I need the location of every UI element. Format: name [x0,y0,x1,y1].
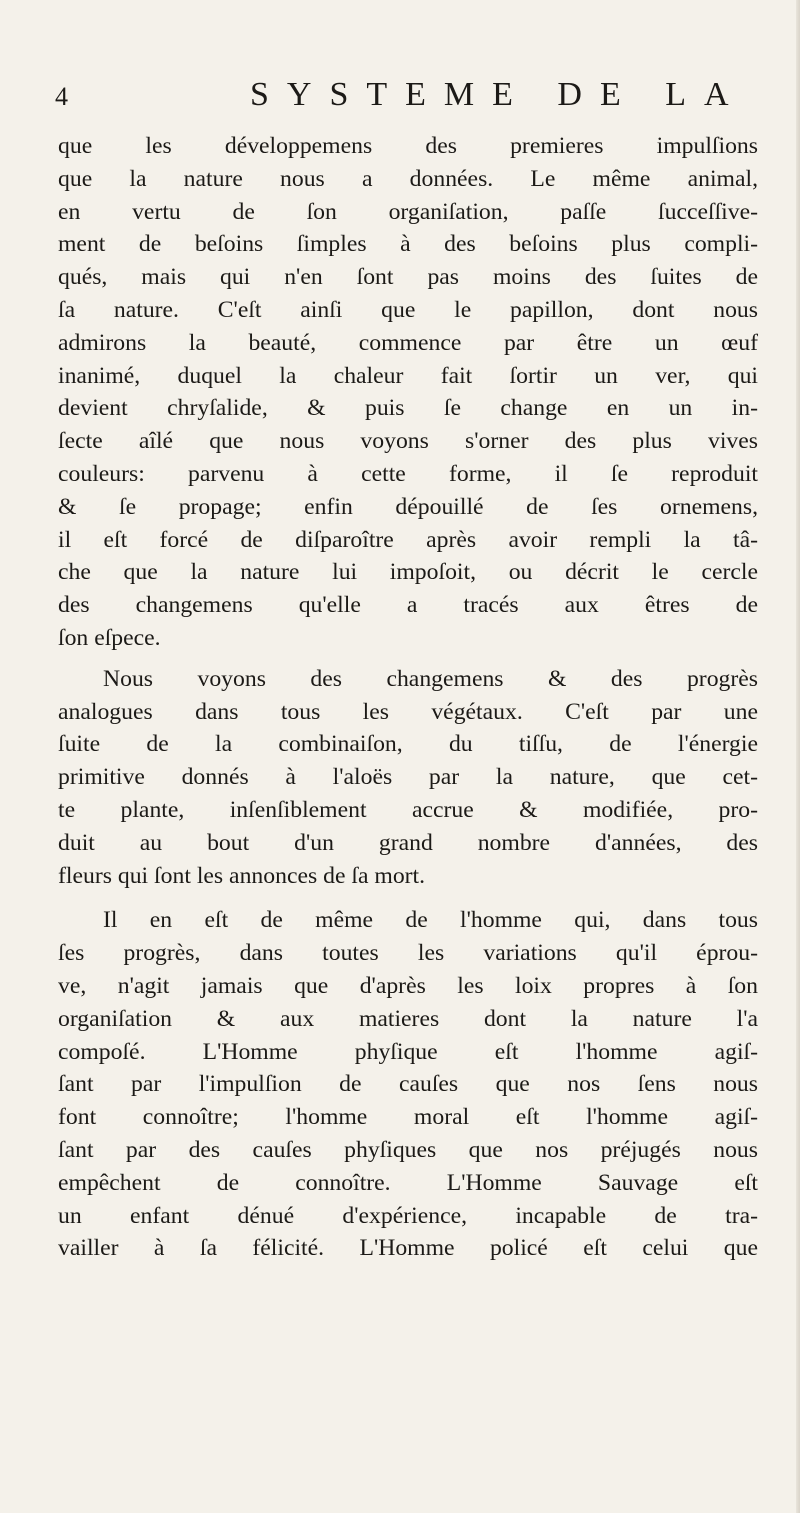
text-line: analogues dans tous les végétaux. C'eſt par une [58,698,758,725]
text-line: ſa nature. C'eſt ainſi que le papillon, dont nous [58,296,758,323]
text-line: qués, mais qui n'en ſont pas moins des ſuites de [58,264,758,291]
paragraph-gap [58,655,758,663]
paragraph-2 [58,663,758,893]
running-title: SYSTEME DE LA [250,76,747,113]
text-line: ſecte aîlé que nous voyons s'orner des plus vives [58,428,758,455]
text-line: ment de beſoins ſimples à des beſoins plus compli- [58,231,758,258]
text-line: te plante, inſenſiblement accrue & modifiée, pro- [58,796,758,823]
text-line: & ſe propage; enfin dépouillé de ſes ornemens, [58,493,758,520]
text-line: Nous voyons des changemens & des progrès [103,665,758,692]
paragraph-gap [58,892,758,904]
text-line: que les développemens des premieres impulſions [58,133,758,159]
text-line: empêchent de connoître. L'Homme Sauvage eſt [58,1169,758,1196]
text-line: ſant par l'impulſion de cauſes que nos ſens nous [58,1071,758,1098]
page-number: 4 [55,82,68,111]
text-line: ſes progrès, dans toutes les variations qu'il éprou- [58,940,758,967]
text-line: fleurs qui ſont les annonces de ſa mort. [58,862,426,889]
text-line: couleurs: parvenu à cette forme, il ſe reproduit [58,460,758,487]
text-line: admirons la beauté, commence par être un œuf [58,329,758,356]
text-line: Il en eſt de même de l'homme qui, dans tous [103,907,758,934]
text-line: il eſt forcé de diſparoître après avoir rempli la tâ- [58,526,758,553]
paragraph-1 [58,130,758,655]
text-line: ſuite de la combinaiſon, du tiſſu, de l'énergie [58,731,758,758]
text-line: des changemens qu'elle a tracés aux êtres de [58,592,758,619]
text-line: organiſation & aux matieres dont la nature l'a [58,1005,758,1032]
text-line: devient chryſalide, & puis ſe change en un in- [58,395,758,422]
text-line: inanimé, duquel la chaleur fait ſortir un ver, qui [58,362,758,389]
text-line: compoſé. L'Homme phyſique eſt l'homme agiſ- [58,1038,758,1065]
text-line: duit au bout d'un grand nombre d'années, des [58,829,758,856]
text-line: en vertu de ſon organiſation, paſſe ſucceſſive- [58,198,758,225]
text-line: font connoître; l'homme moral eſt l'homme agiſ- [58,1104,758,1131]
text-line: que la nature nous a données. Le même animal, [58,165,758,192]
page-edge [796,0,800,1513]
text-line: ve, n'agit jamais que d'après les loix propres à ſon [58,972,758,999]
text-line: un enfant dénué d'expérience, incapable de tra- [58,1202,758,1229]
text-line: ſant par des cauſes phyſiques que nos préjugés nous [58,1136,758,1163]
text-line: primitive donnés à l'aloës par la nature, que cet- [58,764,758,791]
paragraph-3 [58,904,758,1265]
text-line: vailler à ſa félicité. L'Homme policé eſt celui que [58,1235,758,1262]
page-header [55,72,755,122]
page-body [58,130,758,1265]
text-line: che que la nature lui impoſoit, ou décrit le cercle [58,559,758,586]
text-line: ſon eſpece. [58,624,161,651]
